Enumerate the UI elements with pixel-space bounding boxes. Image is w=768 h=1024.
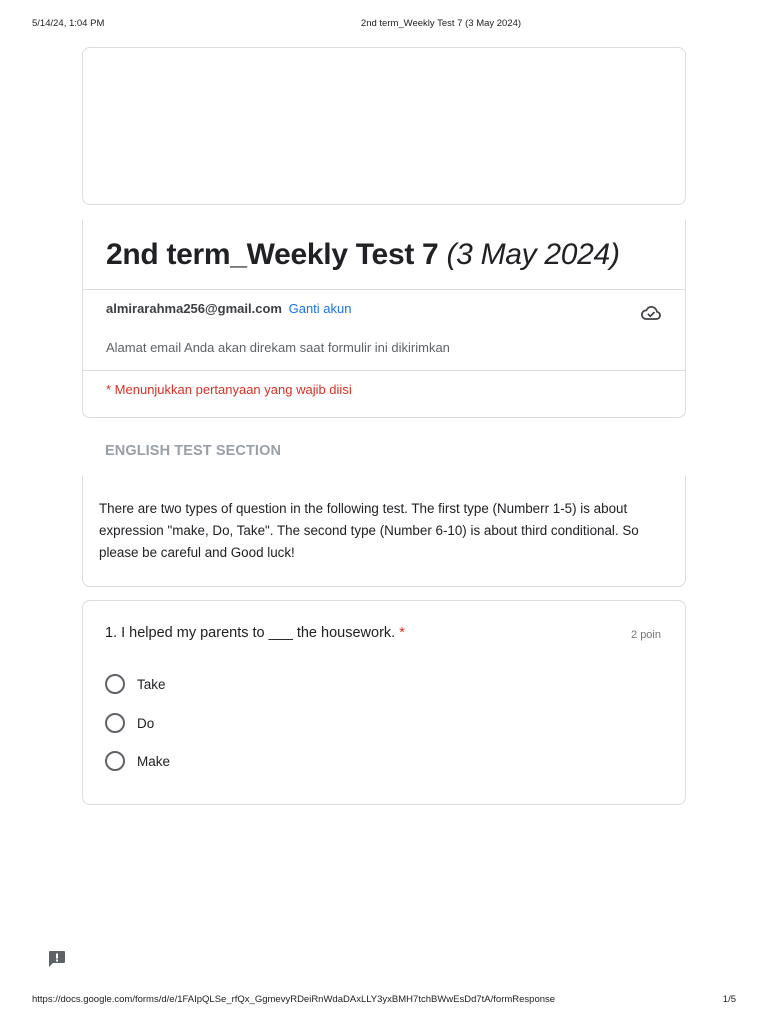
divider bbox=[83, 370, 685, 371]
radio-button[interactable] bbox=[105, 751, 125, 771]
option-label: Make bbox=[137, 753, 171, 769]
question-text: 1. I helped my parents to ___ the housework. * bbox=[105, 625, 405, 641]
email-record-note: Alamat email Anda akan direkam saat formulir ini dikirimkan bbox=[106, 340, 450, 355]
question-card bbox=[82, 600, 686, 805]
print-url: https://docs.google.com/forms/d/e/1FAIpQLSe_rfQx_GgmevyRDeiRnWdaDAxLLY3yxBMH7tchBWwEsDd7tA/formResponse bbox=[32, 994, 556, 1005]
header-banner bbox=[82, 47, 686, 205]
page-number: 1/5 bbox=[722, 994, 736, 1005]
section-description-card bbox=[82, 476, 686, 587]
section-title: ENGLISH TEST SECTION bbox=[105, 443, 282, 459]
cloud-check-icon bbox=[639, 301, 663, 325]
form-title: 2nd term_Weekly Test 7 (3 May 2024) bbox=[106, 238, 620, 271]
switch-account-link[interactable]: Ganti akun bbox=[288, 301, 352, 316]
form-title-card bbox=[82, 220, 686, 418]
option-label: Take bbox=[137, 676, 166, 692]
section-description: There are two types of question in the following test. The first type (Numberr 1-5) is about expression "make, Do, Take". The second type (Number 6-10) is about third conditional. So please be careful and Good luck! bbox=[99, 501, 639, 560]
option-take[interactable] bbox=[105, 673, 166, 695]
divider bbox=[83, 289, 685, 290]
print-doc-title: 2nd term_Weekly Test 7 (3 May 2024) bbox=[360, 18, 522, 29]
print-header bbox=[0, 18, 768, 32]
required-note: * Menunjukkan pertanyaan yang wajib diisi bbox=[106, 382, 352, 397]
question-points: 2 poin bbox=[631, 629, 661, 641]
option-do[interactable] bbox=[105, 712, 154, 734]
report-problem-icon[interactable] bbox=[47, 949, 67, 969]
account-row bbox=[106, 301, 351, 316]
print-date: 5/14/24, 1:04 PM bbox=[32, 18, 105, 29]
radio-button[interactable] bbox=[105, 713, 125, 733]
required-asterisk: * bbox=[399, 625, 405, 641]
option-label: Do bbox=[137, 715, 155, 731]
account-email: almirarahma256@gmail.com bbox=[106, 301, 282, 316]
radio-button[interactable] bbox=[105, 674, 125, 694]
option-make[interactable] bbox=[105, 750, 170, 772]
